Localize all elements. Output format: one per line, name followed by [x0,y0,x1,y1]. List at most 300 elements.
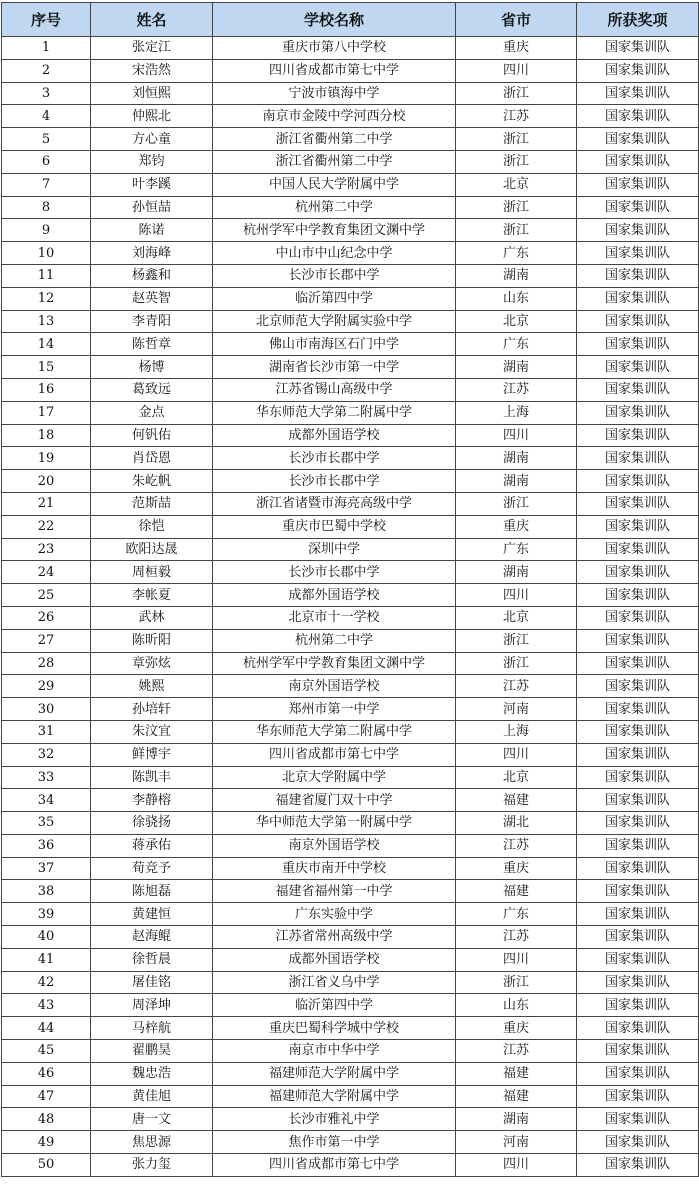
header-no: 序号 [2,3,91,37]
cell-province: 浙江 [456,652,577,675]
cell-no: 37 [2,857,91,880]
cell-province: 重庆 [456,515,577,538]
table-row [2,310,699,333]
table-row [2,401,699,424]
cell-name: 陈哲章 [91,333,213,356]
cell-province: 四川 [456,1154,577,1177]
cell-province: 江苏 [456,1040,577,1063]
cell-name: 翟鹏昊 [91,1040,213,1063]
cell-name: 鲜博宇 [91,743,213,766]
cell-award: 国家集训队 [577,789,699,812]
cell-name: 张力玺 [91,1154,213,1177]
table-header [2,3,699,37]
cell-name: 徐哲晨 [91,948,213,971]
cell-name: 杨博 [91,356,213,379]
cell-province: 四川 [456,948,577,971]
cell-province: 江苏 [456,675,577,698]
cell-award: 国家集训队 [577,971,699,994]
cell-award: 国家集训队 [577,378,699,401]
cell-province: 浙江 [456,492,577,515]
cell-name: 蒋承佑 [91,834,213,857]
cell-no: 20 [2,470,91,493]
cell-name: 陈凯丰 [91,766,213,789]
cell-award: 国家集训队 [577,926,699,949]
cell-province: 重庆 [456,37,577,60]
table-row [2,561,699,584]
cell-award: 国家集训队 [577,310,699,333]
cell-school: 重庆市巴蜀中学校 [213,515,456,538]
table-row [2,1040,699,1063]
table-row [2,1154,699,1177]
cell-name: 周泽坤 [91,994,213,1017]
table-row [2,789,699,812]
cell-province: 湖南 [456,1108,577,1131]
cell-no: 48 [2,1108,91,1131]
cell-school: 长沙市雅礼中学 [213,1108,456,1131]
table-row [2,971,699,994]
cell-province: 浙江 [456,128,577,151]
cell-school: 长沙市长郡中学 [213,561,456,584]
cell-award: 国家集训队 [577,264,699,287]
cell-school: 华东师范大学第二附属中学 [213,401,456,424]
table-body [2,37,699,1177]
table-row [2,424,699,447]
cell-no: 49 [2,1131,91,1154]
cell-school: 浙江省衢州第二中学 [213,150,456,173]
cell-school: 杭州第二中学 [213,196,456,219]
cell-school: 杭州学军中学教育集团文渊中学 [213,219,456,242]
cell-award: 国家集训队 [577,606,699,629]
cell-province: 浙江 [456,971,577,994]
cell-no: 40 [2,926,91,949]
cell-province: 广东 [456,242,577,265]
cell-name: 魏忠浩 [91,1062,213,1085]
cell-school: 成都外国语学校 [213,584,456,607]
cell-no: 5 [2,128,91,151]
cell-award: 国家集训队 [577,652,699,675]
cell-name: 陈旭磊 [91,880,213,903]
cell-province: 四川 [456,424,577,447]
cell-school: 南京外国语学校 [213,675,456,698]
cell-no: 46 [2,1062,91,1085]
cell-award: 国家集训队 [577,743,699,766]
cell-no: 27 [2,629,91,652]
cell-no: 7 [2,173,91,196]
cell-award: 国家集训队 [577,584,699,607]
cell-no: 29 [2,675,91,698]
cell-province: 河南 [456,1131,577,1154]
cell-award: 国家集训队 [577,356,699,379]
cell-school: 四川省成都市第七中学 [213,59,456,82]
table-row [2,675,699,698]
cell-award: 国家集训队 [577,948,699,971]
table-row [2,378,699,401]
cell-school: 四川省成都市第七中学 [213,1154,456,1177]
cell-province: 北京 [456,173,577,196]
cell-province: 浙江 [456,150,577,173]
cell-province: 浙江 [456,196,577,219]
cell-school: 北京市十一学校 [213,606,456,629]
cell-school: 重庆巴蜀科学城中学校 [213,1017,456,1040]
cell-award: 国家集训队 [577,720,699,743]
cell-province: 广东 [456,333,577,356]
cell-province: 福建 [456,1062,577,1085]
cell-no: 25 [2,584,91,607]
cell-award: 国家集训队 [577,766,699,789]
cell-award: 国家集训队 [577,82,699,105]
cell-name: 欧阳达晟 [91,538,213,561]
cell-province: 北京 [456,766,577,789]
table-row [2,629,699,652]
cell-province: 福建 [456,880,577,903]
cell-province: 湖南 [456,561,577,584]
cell-award: 国家集训队 [577,219,699,242]
cell-award: 国家集训队 [577,834,699,857]
cell-no: 4 [2,105,91,128]
cell-no: 18 [2,424,91,447]
cell-award: 国家集训队 [577,173,699,196]
table-row [2,59,699,82]
table-row [2,173,699,196]
table-row [2,584,699,607]
cell-no: 50 [2,1154,91,1177]
cell-school: 北京师范大学附属实验中学 [213,310,456,333]
cell-no: 10 [2,242,91,265]
cell-school: 华中师范大学第一附属中学 [213,812,456,835]
table-row [2,264,699,287]
cell-no: 47 [2,1085,91,1108]
cell-name: 范斯喆 [91,492,213,515]
cell-award: 国家集训队 [577,1017,699,1040]
cell-award: 国家集训队 [577,1154,699,1177]
table-row [2,242,699,265]
table-row [2,720,699,743]
table-row [2,1085,699,1108]
cell-award: 国家集训队 [577,675,699,698]
header-province: 省市 [456,3,577,37]
cell-school: 江苏省常州高级中学 [213,926,456,949]
cell-province: 湖南 [456,356,577,379]
cell-award: 国家集训队 [577,447,699,470]
cell-name: 仲熙北 [91,105,213,128]
cell-name: 李青阳 [91,310,213,333]
table-row [2,948,699,971]
cell-award: 国家集训队 [577,1062,699,1085]
cell-name: 葛致远 [91,378,213,401]
cell-name: 赵英智 [91,287,213,310]
table-row [2,82,699,105]
cell-no: 15 [2,356,91,379]
table-row [2,447,699,470]
cell-province: 上海 [456,720,577,743]
cell-no: 35 [2,812,91,835]
results-table-container [1,2,698,1177]
cell-award: 国家集训队 [577,150,699,173]
results-table [1,2,699,1177]
cell-school: 广东实验中学 [213,903,456,926]
cell-no: 3 [2,82,91,105]
table-row [2,698,699,721]
cell-no: 32 [2,743,91,766]
cell-name: 黄建恒 [91,903,213,926]
cell-no: 24 [2,561,91,584]
header-award: 所获奖项 [577,3,699,37]
cell-award: 国家集训队 [577,903,699,926]
cell-province: 北京 [456,606,577,629]
cell-province: 湖南 [456,470,577,493]
cell-no: 42 [2,971,91,994]
cell-province: 江苏 [456,926,577,949]
table-row [2,994,699,1017]
cell-province: 重庆 [456,1017,577,1040]
cell-no: 16 [2,378,91,401]
cell-school: 佛山市南海区石门中学 [213,333,456,356]
cell-award: 国家集训队 [577,629,699,652]
cell-school: 临沂第四中学 [213,994,456,1017]
table-row [2,219,699,242]
table-row [2,470,699,493]
cell-name: 陈诺 [91,219,213,242]
table-row [2,538,699,561]
cell-no: 6 [2,150,91,173]
cell-name: 陈昕阳 [91,629,213,652]
cell-school: 中国人民大学附属中学 [213,173,456,196]
cell-province: 北京 [456,310,577,333]
cell-school: 南京市金陵中学河西分校 [213,105,456,128]
cell-school: 福建师范大学附属中学 [213,1062,456,1085]
table-row [2,150,699,173]
cell-school: 长沙市长郡中学 [213,470,456,493]
cell-name: 唐一文 [91,1108,213,1131]
cell-award: 国家集训队 [577,880,699,903]
cell-name: 叶李蹊 [91,173,213,196]
table-row [2,287,699,310]
table-row [2,333,699,356]
cell-no: 1 [2,37,91,60]
cell-name: 方心童 [91,128,213,151]
cell-school: 长沙市长郡中学 [213,447,456,470]
table-row [2,1062,699,1085]
cell-school: 南京外国语学校 [213,834,456,857]
cell-no: 45 [2,1040,91,1063]
cell-no: 33 [2,766,91,789]
table-row [2,105,699,128]
cell-no: 44 [2,1017,91,1040]
cell-school: 成都外国语学校 [213,424,456,447]
cell-no: 31 [2,720,91,743]
cell-award: 国家集训队 [577,698,699,721]
cell-name: 马梓航 [91,1017,213,1040]
cell-no: 17 [2,401,91,424]
cell-no: 26 [2,606,91,629]
cell-name: 赵海鲲 [91,926,213,949]
cell-award: 国家集训队 [577,1108,699,1131]
cell-award: 国家集训队 [577,857,699,880]
cell-school: 长沙市长郡中学 [213,264,456,287]
cell-no: 39 [2,903,91,926]
cell-name: 李静榕 [91,789,213,812]
cell-name: 金点 [91,401,213,424]
cell-no: 23 [2,538,91,561]
cell-award: 国家集训队 [577,470,699,493]
cell-no: 30 [2,698,91,721]
cell-name: 朱屹帆 [91,470,213,493]
cell-award: 国家集训队 [577,333,699,356]
table-row [2,606,699,629]
cell-province: 山东 [456,287,577,310]
table-row [2,492,699,515]
cell-school: 成都外国语学校 [213,948,456,971]
cell-province: 江苏 [456,834,577,857]
cell-school: 浙江省诸暨市海亮高级中学 [213,492,456,515]
cell-province: 四川 [456,59,577,82]
cell-school: 华东师范大学第二附属中学 [213,720,456,743]
cell-no: 14 [2,333,91,356]
header-row [2,3,699,37]
cell-name: 朱汶宜 [91,720,213,743]
cell-name: 刘海峰 [91,242,213,265]
cell-province: 湖南 [456,447,577,470]
cell-name: 章弥炫 [91,652,213,675]
cell-province: 湖北 [456,812,577,835]
cell-province: 河南 [456,698,577,721]
table-row [2,1017,699,1040]
cell-province: 上海 [456,401,577,424]
cell-school: 中山市中山纪念中学 [213,242,456,265]
table-row [2,834,699,857]
cell-award: 国家集训队 [577,401,699,424]
cell-name: 郑钧 [91,150,213,173]
cell-school: 湖南省长沙市第一中学 [213,356,456,379]
cell-name: 肖岱恩 [91,447,213,470]
cell-no: 36 [2,834,91,857]
cell-no: 12 [2,287,91,310]
cell-school: 杭州学军中学教育集团文渊中学 [213,652,456,675]
cell-school: 四川省成都市第七中学 [213,743,456,766]
cell-school: 重庆市第八中学校 [213,37,456,60]
cell-name: 焦思源 [91,1131,213,1154]
cell-school: 杭州第二中学 [213,629,456,652]
cell-school: 郑州市第一中学 [213,698,456,721]
table-row [2,743,699,766]
cell-name: 何钒佑 [91,424,213,447]
cell-no: 28 [2,652,91,675]
cell-no: 19 [2,447,91,470]
cell-school: 宁波市镇海中学 [213,82,456,105]
cell-school: 北京大学附属中学 [213,766,456,789]
cell-award: 国家集训队 [577,492,699,515]
cell-no: 41 [2,948,91,971]
cell-province: 浙江 [456,82,577,105]
cell-name: 孙恒喆 [91,196,213,219]
cell-no: 11 [2,264,91,287]
cell-province: 湖南 [456,264,577,287]
cell-name: 杨鑫和 [91,264,213,287]
cell-province: 浙江 [456,219,577,242]
cell-name: 徐恺 [91,515,213,538]
cell-province: 福建 [456,789,577,812]
table-row [2,926,699,949]
cell-no: 13 [2,310,91,333]
cell-school: 深圳中学 [213,538,456,561]
cell-no: 9 [2,219,91,242]
cell-school: 南京市中华中学 [213,1040,456,1063]
table-row [2,766,699,789]
table-row [2,37,699,60]
cell-award: 国家集训队 [577,59,699,82]
table-row [2,1131,699,1154]
cell-award: 国家集训队 [577,287,699,310]
cell-school: 浙江省义乌中学 [213,971,456,994]
cell-province: 江苏 [456,378,577,401]
header-school: 学校名称 [213,3,456,37]
cell-name: 孙培轩 [91,698,213,721]
cell-award: 国家集训队 [577,242,699,265]
cell-no: 21 [2,492,91,515]
cell-name: 刘恒熙 [91,82,213,105]
cell-province: 重庆 [456,857,577,880]
cell-no: 2 [2,59,91,82]
cell-name: 姚熙 [91,675,213,698]
cell-name: 屠佳铭 [91,971,213,994]
cell-school: 重庆市南开中学校 [213,857,456,880]
cell-name: 武林 [91,606,213,629]
table-row [2,356,699,379]
cell-award: 国家集训队 [577,994,699,1017]
cell-name: 周桓毅 [91,561,213,584]
cell-award: 国家集训队 [577,1131,699,1154]
cell-award: 国家集训队 [577,1085,699,1108]
cell-award: 国家集训队 [577,128,699,151]
table-row [2,812,699,835]
table-row [2,652,699,675]
table-row [2,880,699,903]
cell-province: 浙江 [456,629,577,652]
table-row [2,903,699,926]
header-name: 姓名 [91,3,213,37]
cell-province: 四川 [456,584,577,607]
cell-award: 国家集训队 [577,1040,699,1063]
cell-province: 山东 [456,994,577,1017]
cell-no: 22 [2,515,91,538]
cell-award: 国家集训队 [577,515,699,538]
cell-school: 临沂第四中学 [213,287,456,310]
cell-name: 李帐夏 [91,584,213,607]
table-row [2,128,699,151]
cell-award: 国家集训队 [577,812,699,835]
cell-award: 国家集训队 [577,105,699,128]
cell-province: 广东 [456,903,577,926]
cell-award: 国家集训队 [577,538,699,561]
cell-school: 浙江省衢州第二中学 [213,128,456,151]
cell-no: 8 [2,196,91,219]
cell-award: 国家集训队 [577,561,699,584]
cell-school: 焦作市第一中学 [213,1131,456,1154]
cell-award: 国家集训队 [577,37,699,60]
cell-school: 福建省福州第一中学 [213,880,456,903]
cell-school: 福建师范大学附属中学 [213,1085,456,1108]
table-row [2,196,699,219]
cell-province: 广东 [456,538,577,561]
cell-province: 江苏 [456,105,577,128]
cell-no: 38 [2,880,91,903]
table-row [2,1108,699,1131]
cell-name: 张定江 [91,37,213,60]
cell-school: 福建省厦门双十中学 [213,789,456,812]
cell-no: 34 [2,789,91,812]
cell-award: 国家集训队 [577,424,699,447]
cell-no: 43 [2,994,91,1017]
